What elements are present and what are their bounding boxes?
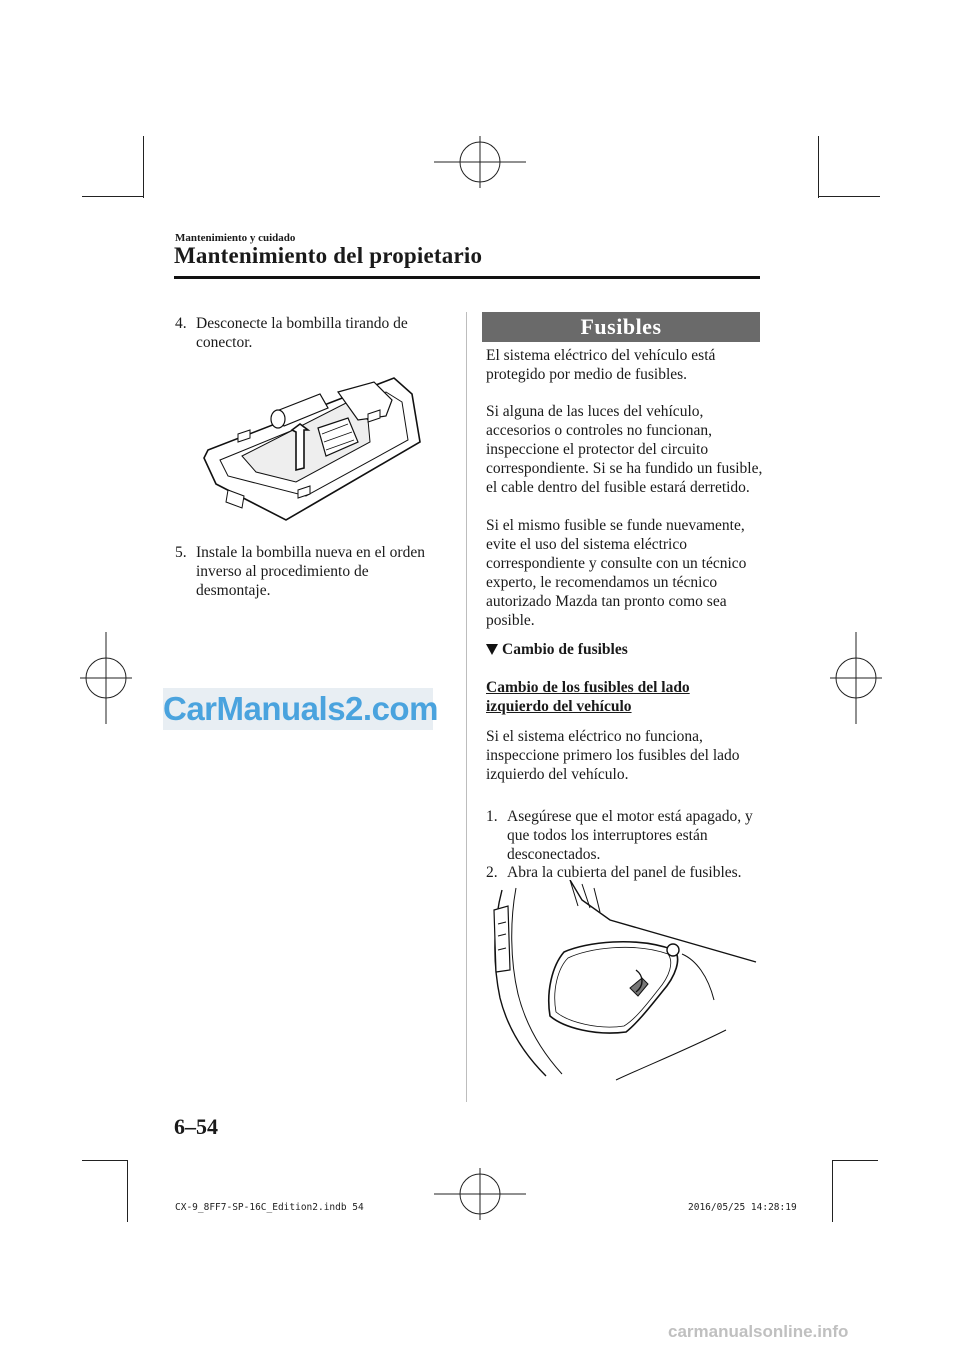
subheading-text: Cambio de fusibles bbox=[502, 641, 628, 658]
registration-mark-bottom bbox=[434, 1168, 526, 1220]
column-divider bbox=[466, 312, 467, 1102]
registration-mark-left bbox=[80, 632, 132, 724]
watermark: CarManuals2.com bbox=[163, 688, 433, 730]
step-number: 5. bbox=[175, 544, 187, 561]
step-number: 2. bbox=[486, 864, 498, 881]
triangle-bullet-icon bbox=[486, 644, 498, 655]
step-number: 4. bbox=[175, 315, 187, 332]
site-watermark: carmanualsonline.info bbox=[668, 1322, 849, 1341]
check-paragraph: Si alguna de las luces del vehículo, accesorios o controles no funcionan, inspeccione el protector del circuito correspondiente. Si se ha fundido un fusible, el cable dentro del fusible estará derretido. bbox=[486, 403, 763, 496]
footer-timestamp: 2016/05/25 14:28:19 bbox=[688, 1202, 797, 1213]
footer-filename: CX-9_8FF7-SP-16C_Edition2.indb 54 bbox=[175, 1202, 364, 1213]
step-5 bbox=[175, 543, 437, 603]
fuse-panel-cover-illustration bbox=[486, 880, 760, 1082]
step-number: 1. bbox=[486, 808, 498, 825]
step-text: Abra la cubierta del panel de fusibles. bbox=[507, 864, 742, 881]
title-rule bbox=[174, 276, 760, 279]
registration-mark-right bbox=[830, 632, 882, 724]
repeat-paragraph: Si el mismo fusible se funde nuevamente, evite el uso del sistema eléctrico correspondiente y consulte con un técnico experto, le recomendamos un técnico autorizado Mazda tan pronto como sea posible. bbox=[486, 517, 747, 629]
subheading bbox=[486, 641, 628, 659]
underlined-heading: Cambio de los fusibles del lado izquierdo del vehículo bbox=[486, 679, 690, 715]
step-text: Instale la bombilla nueva en el orden inverso al procedimiento de desmontaje. bbox=[196, 544, 425, 599]
step-text: Desconecte la bombilla tirando de conector. bbox=[196, 315, 408, 351]
step-1 bbox=[486, 807, 756, 867]
section-banner: Fusibles bbox=[482, 312, 760, 342]
step-4 bbox=[175, 314, 437, 354]
step-text: Asegúrese que el motor está apagado, y que todos los interruptores están desconectados. bbox=[507, 808, 753, 863]
page-number: 6–54 bbox=[174, 1114, 218, 1139]
page-title: Mantenimiento del propietario bbox=[174, 243, 483, 268]
section-label: Mantenimiento y cuidado bbox=[175, 232, 296, 244]
registration-mark-top bbox=[434, 136, 526, 188]
left-side-paragraph: Si el sistema eléctrico no funciona, inspeccione primero los fusibles del lado izquierdo del vehículo. bbox=[486, 728, 740, 783]
intro-paragraph: El sistema eléctrico del vehículo está protegido por medio de fusibles. bbox=[486, 347, 716, 383]
lamp-connector-illustration bbox=[198, 372, 428, 522]
